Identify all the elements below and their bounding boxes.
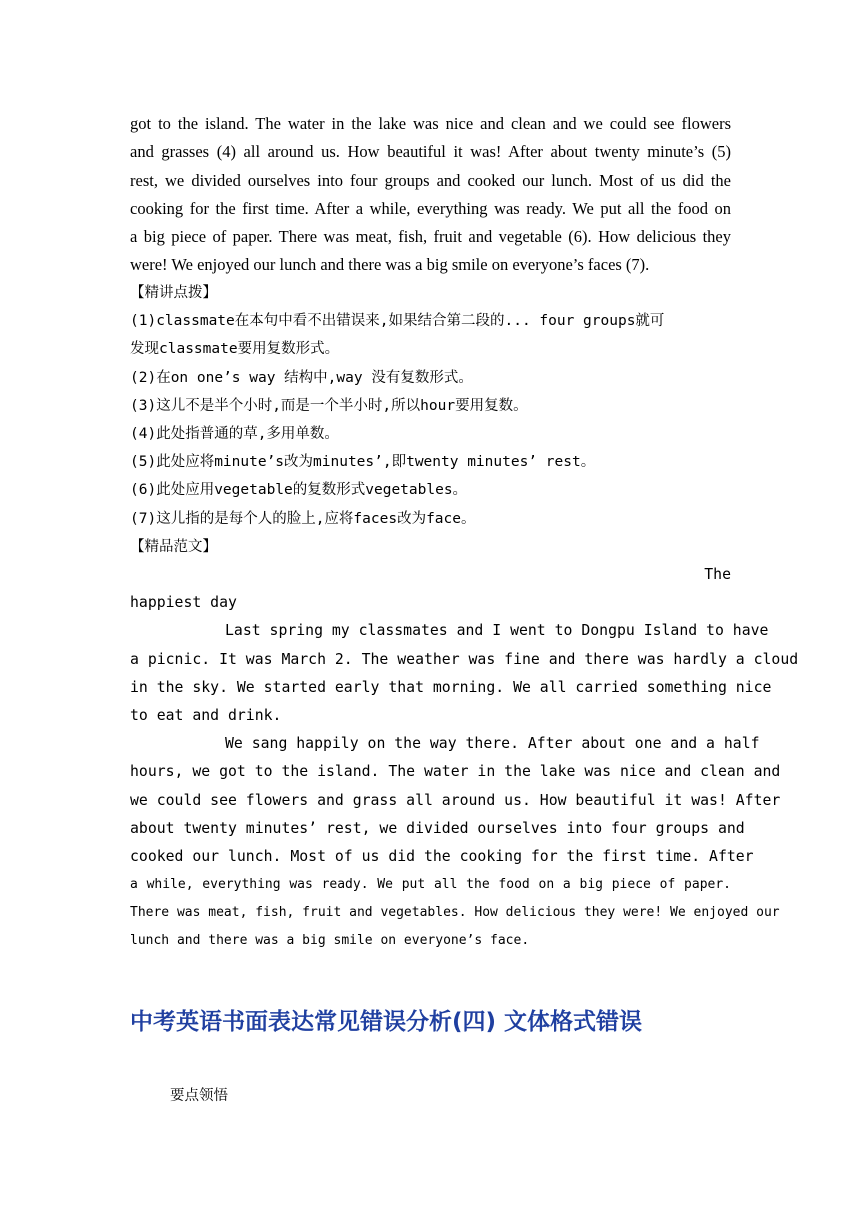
analysis-line: (3)这儿不是半个小时,而是一个半小时,所以hour要用复数。 [130,397,528,414]
subheading: 要点领悟 [170,1088,228,1104]
analysis-line: (6)此处应用vegetable的复数形式vegetables。 [130,482,468,499]
essay-line: about twenty minutes’ rest, we divided ourselves into four groups and [130,819,745,837]
analysis-line: (7)这儿指的是每个人的脸上,应将faces改为face。 [130,510,476,527]
passage-line: cooking for the first time. After a while, everything was ready. We put all the food on [130,198,731,218]
essay-title-part2: happiest day [130,594,237,612]
essay-line: Last spring my classmates and I went to Dongpu Island to have [225,622,769,640]
analysis-line: (1)classmate在本句中看不出错误来,如果结合第二段的... four groups就可 [130,313,665,330]
essay-line: we could see flowers and grass all around us. How beautiful it was! After [130,791,781,809]
passage-line: got to the island. The water in the lake was nice and clean and we could see flowers [130,114,731,133]
passage-line: were! We enjoyed our lunch and there was a big smile on everyone’s faces (7). [130,255,650,275]
analysis-line: (5)此处应将minute’s改为minutes’,即twenty minutes’ rest。 [130,454,596,471]
analysis-line: 发现classmate要用复数形式。 [130,341,340,358]
passage-line: a big piece of paper. There was meat, fish, fruit and vegetable (6). How delicious they [130,227,731,247]
passage-line: rest, we divided ourselves into four groups and cooked our lunch. Most of us did the [130,170,731,190]
essay-line: We sang happily on the way there. After about one and a half [225,735,760,753]
essay-line: lunch and there was a big smile on everyone’s face. [130,933,530,949]
essay-title-part1: The [704,566,731,583]
analysis-line: (2)在on one’s way 结构中,way 没有复数形式。 [130,369,473,386]
essay-line: There was meat, fish, fruit and vegetables. How delicious they were! We enjoyed our [130,905,780,921]
essay-line: in the sky. We started early that morning. We all carried something nice [130,678,772,696]
model-title: 【精品范文】 [130,538,217,555]
essay-line: to eat and drink. [130,706,282,724]
section-heading: 中考英语书面表达常见错误分析(四) 文体格式错误 [130,1009,643,1035]
essay-line: a while, everything was ready. We put all the food on a big piece of paper. [130,877,731,893]
analysis-title: 【精讲点拨】 [130,285,217,301]
passage-paragraph [130,110,731,280]
passage-line: and grasses (4) all around us. How beautiful it was! After about twenty minute’s (5) [130,142,731,162]
essay-line: hours, we got to the island. The water in the lake was nice and clean and [130,763,781,781]
essay-line: cooked our lunch. Most of us did the cooking for the first time. After [130,847,754,865]
analysis-line: (4)此处指普通的草,多用单数。 [130,425,339,442]
essay-line: a picnic. It was March 2. The weather was fine and there was hardly a cloud [130,650,799,668]
model-essay [130,561,799,956]
analysis-section [130,279,731,561]
